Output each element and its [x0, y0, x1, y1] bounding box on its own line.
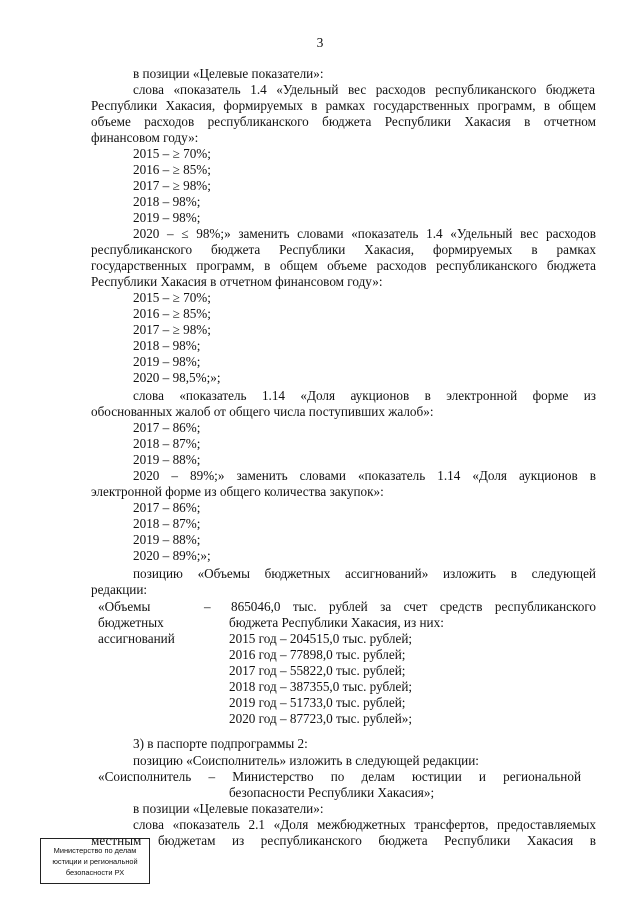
text-line: объеме расходов республиканского бюджета Республики Хакасия в отчетном [91, 114, 596, 129]
text-line: местным бюджетам из республиканского бюджета Республики Хакасия в [91, 833, 596, 848]
budget-line-1: 865046,0 тыс. рублей за счет средств республиканского [231, 599, 596, 614]
text-line: 2020 – 89%;»; [133, 548, 211, 563]
text-line: 2017 – ≥ 98%; [133, 178, 211, 193]
text-line: государственных программ, в общем объеме расходов республиканского бюджета [91, 258, 596, 273]
budget-label-2: бюджетных [98, 615, 164, 630]
text-line: 2018 – 98%; [133, 194, 201, 209]
text-line: Республики Хакасия, формируемых в рамках государственных программ, в общем [91, 98, 596, 113]
text-line: 2019 – 88%; [133, 532, 201, 547]
text-line: «Соисполнитель – Министерство по делам юстиции и региональной [98, 769, 581, 784]
text-line: 2020 – 98,5%;»; [133, 370, 221, 385]
text-line: 2016 – ≥ 85%; [133, 306, 211, 321]
budget-label-3: ассигнований [98, 631, 175, 646]
text-line: 2017 – 86%; [133, 500, 201, 515]
text-line: 2019 – 98%; [133, 210, 201, 225]
text-line: безопасности Республики Хакасия»; [229, 785, 435, 800]
stamp-line-1: Министерство по делам [53, 846, 137, 855]
budget-line-2015: 2015 год – 204515,0 тыс. рублей; [229, 631, 413, 646]
text-line: 2017 – ≥ 98%; [133, 322, 211, 337]
text-line: 2018 – 87%; [133, 516, 201, 531]
text-line: финансовом году»: [91, 130, 199, 145]
text-line: обоснованных жалоб от общего числа поступивших жалоб»: [91, 404, 434, 419]
budget-label-1: «Объемы [98, 599, 151, 614]
text-line: 3) в паспорте подпрограммы 2: [133, 736, 308, 751]
text-line: 2019 – 98%; [133, 354, 201, 369]
budget-line-2: бюджета Республики Хакасия, из них: [229, 615, 444, 630]
stamp-line-2: юстиции и региональной [52, 857, 138, 866]
text-line: электронной форме из общего количества закупок»: [91, 484, 384, 499]
text-line: 2015 – ≥ 70%; [133, 146, 211, 161]
budget-line-2019: 2019 год – 51733,0 тыс. рублей; [229, 695, 406, 710]
text-line: слова «показатель 2.1 «Доля межбюджетных трансфертов, предоставляемых [133, 817, 596, 832]
text-line: 2016 – ≥ 85%; [133, 162, 211, 177]
budget-dash: – [204, 599, 211, 614]
text-line: в позиции «Целевые показатели»: [133, 801, 324, 816]
stamp-line-3: безопасности РХ [65, 868, 125, 877]
text-line: 2020 – 89%;» заменить словами «показатель 1.14 «Доля аукционов в [133, 468, 596, 483]
text-line: 2020 – ≤ 98%;» заменить словами «показатель 1.4 «Удельный вес расходов [133, 226, 596, 241]
text-line: республиканского бюджета Республики Хакасия, формируемых в рамках [91, 242, 596, 257]
text-line: позицию «Соисполнитель» изложить в следующей редакции: [133, 753, 479, 768]
ministry-stamp [40, 838, 150, 884]
text-line: Республики Хакасия в отчетном финансовом году»: [91, 274, 383, 289]
text-line: 2017 – 86%; [133, 420, 201, 435]
budget-line-2020: 2020 год – 87723,0 тыс. рублей»; [229, 711, 413, 726]
text-line: редакции: [91, 582, 148, 597]
page-number: 3 [316, 35, 324, 50]
budget-line-2017: 2017 год – 55822,0 тыс. рублей; [229, 663, 406, 678]
text-line: в позиции «Целевые показатели»: [133, 66, 324, 81]
text-line: позицию «Объемы бюджетных ассигнований» изложить в следующей [133, 566, 596, 581]
budget-line-2016: 2016 год – 77898,0 тыс. рублей; [229, 647, 406, 662]
text-line: слова «показатель 1.4 «Удельный вес расходов республиканского бюджета [133, 82, 595, 97]
text-line: 2019 – 88%; [133, 452, 201, 467]
text-line: 2018 – 87%; [133, 436, 201, 451]
text-line: слова «показатель 1.14 «Доля аукционов в электронной форме из [133, 388, 596, 403]
budget-line-2018: 2018 год – 387355,0 тыс. рублей; [229, 679, 413, 694]
text-line: 2015 – ≥ 70%; [133, 290, 211, 305]
text-line: 2018 – 98%; [133, 338, 201, 353]
